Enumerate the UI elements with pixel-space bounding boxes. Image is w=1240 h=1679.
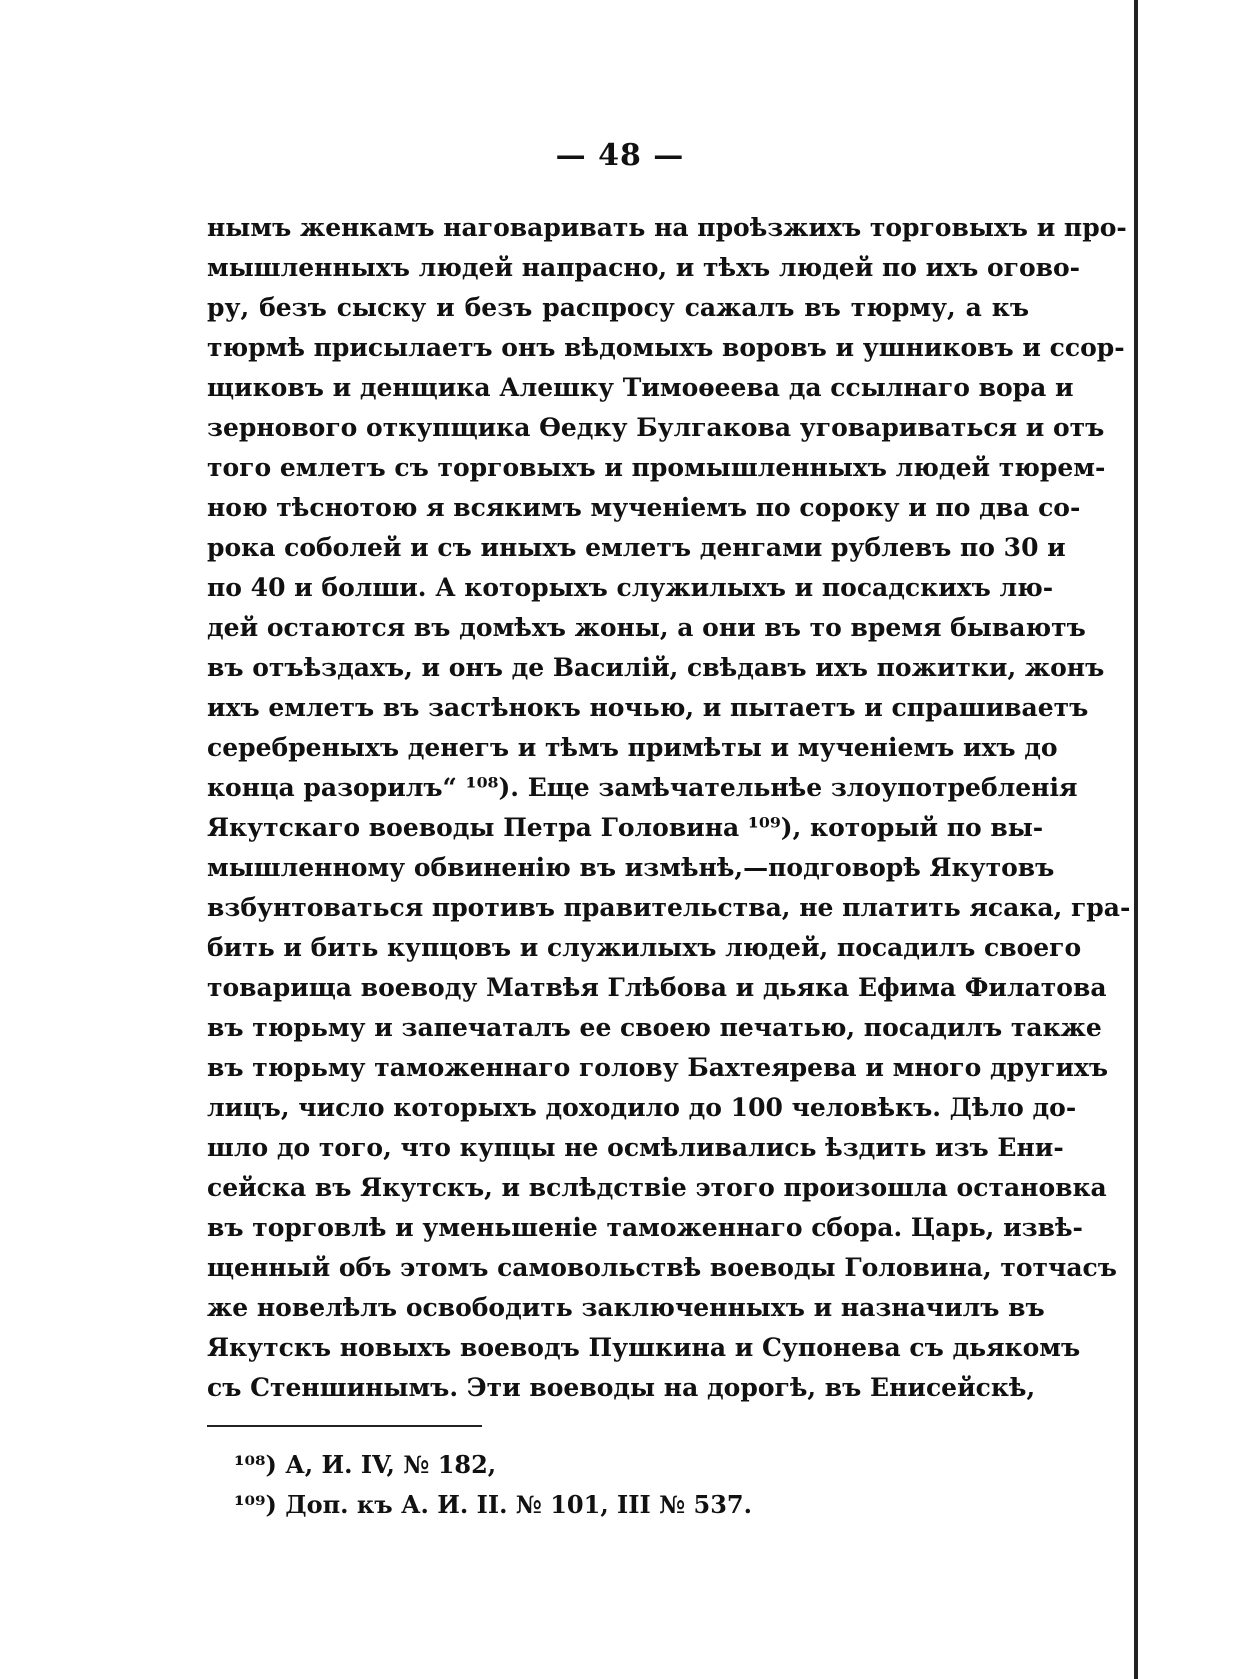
text-line: Якутскаго воеводы Петра Головина ¹⁰⁹), который по вы- <box>207 813 1044 842</box>
text-line: по 40 и болши. А которыхъ служилыхъ и посадскихъ лю- <box>207 573 1054 602</box>
page-number: — 48 — <box>555 138 685 173</box>
text-line: щенный объ этомъ самовольствѣ воеводы Головина, тотчасъ <box>207 1253 1117 1282</box>
text-line: ру, безъ сыску и безъ распросу сажалъ въ тюрму, а къ <box>207 293 1029 322</box>
page-edge-line <box>1134 0 1138 1679</box>
text-line: бить и бить купцовъ и служилыхъ людей, посадилъ своего <box>207 933 1082 962</box>
footnotes <box>234 1445 994 1525</box>
text-line: лицъ, число которыхъ доходило до 100 человѣкъ. Дѣло до- <box>207 1093 1077 1122</box>
body-text <box>207 208 1131 1408</box>
text-line: сейска въ Якутскъ, и вслѣдствіе этого произошла остановка <box>207 1173 1107 1202</box>
text-line: въ отъѣздахъ, и онъ де Василій, свѣдавъ ихъ пожитки, жонъ <box>207 653 1105 682</box>
text-line: Якутскъ новыхъ воеводъ Пушкина и Супонева съ дьякомъ <box>207 1333 1081 1362</box>
text-line: товарища воеводу Матвѣя Глѣбова и дьяка Ефима Филатова <box>207 973 1107 1002</box>
text-line: шло до того, что купцы не осмѣливались ѣздить изъ Ени- <box>207 1133 1064 1162</box>
text-line: же новелѣлъ освободить заключенныхъ и назначилъ въ <box>207 1293 1045 1322</box>
text-line: въ тюрьму и запечаталъ ее своею печатью, посадилъ также <box>207 1013 1102 1042</box>
footnote-109: ¹⁰⁹) Доп. къ А. И. II. № 101, III № 537. <box>234 1490 752 1519</box>
text-line: конца разорилъ“ ¹⁰⁸). Еще замѣчательнѣе злоупотребленія <box>207 773 1078 802</box>
text-line: въ тюрьму таможеннаго голову Бахтеярева и много другихъ <box>207 1053 1109 1082</box>
text-line: дей остаются въ домѣхъ жоны, а они въ то время бываютъ <box>207 613 1086 642</box>
text-line: съ Стеншинымъ. Эти воеводы на дорогѣ, въ Енисейскѣ, <box>207 1373 1036 1402</box>
text-line: щиковъ и денщика Алешку Тимоѳеева да ссылнаго вора и <box>207 373 1074 402</box>
text-line: тюрмѣ присылаетъ онъ вѣдомыхъ воровъ и ушниковъ и ссор- <box>207 333 1125 362</box>
text-line: мышленному обвиненію въ измѣнѣ,—подговорѣ Якутовъ <box>207 853 1055 882</box>
text-line: нымъ женкамъ наговаривать на проѣзжихъ торговыхъ и про- <box>207 213 1127 242</box>
text-line: въ торговлѣ и уменьшеніе таможеннаго сбора. Царь, извѣ- <box>207 1213 1083 1242</box>
text-line: того емлетъ съ торговыхъ и промышленныхъ людей тюрем- <box>207 453 1106 482</box>
footnote-108: ¹⁰⁸) А, И. IV, № 182, <box>234 1450 497 1479</box>
text-line: ною тѣснотою я всякимъ мученіемъ по сороку и по два со- <box>207 493 1081 522</box>
footnote-divider <box>207 1425 482 1427</box>
text-line: ихъ емлетъ въ застѣнокъ ночью, и пытаетъ и спрашиваетъ <box>207 693 1089 722</box>
text-line: зернового откупщика Ѳедку Булгакова уговариваться и отъ <box>207 413 1105 442</box>
text-line: рока соболей и съ иныхъ емлетъ денгами рублевъ по 30 и <box>207 533 1066 562</box>
text-line: серебреныхъ денегъ и тѣмъ примѣты и мученіемъ ихъ до <box>207 733 1058 762</box>
text-line: взбунтоваться противъ правительства, не платить ясака, гра- <box>207 893 1131 922</box>
text-line: мышленныхъ людей напрасно, и тѣхъ людей по ихъ огово- <box>207 253 1081 282</box>
